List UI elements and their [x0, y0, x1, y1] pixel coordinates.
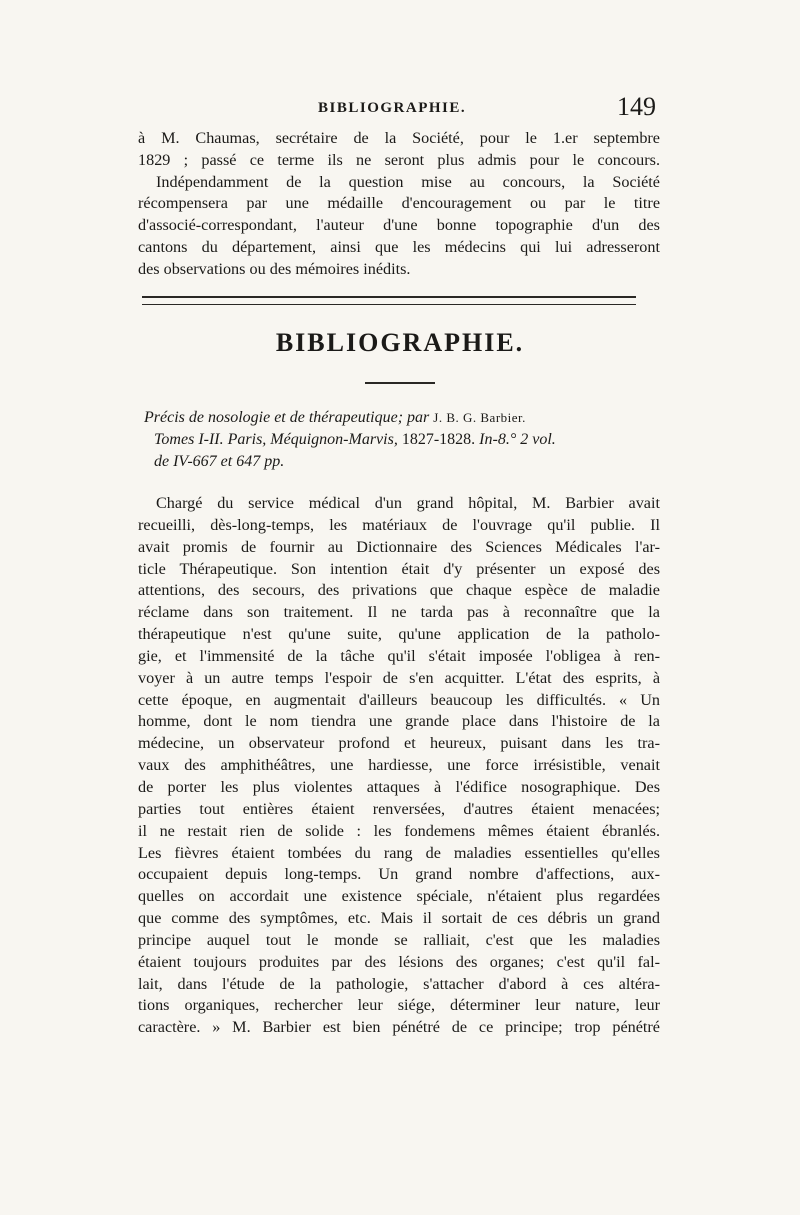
text-line: d'associé-correspondant, l'auteur d'une bonne topographie d'un des	[138, 216, 660, 235]
citation-title: Précis de nosologie et de thérapeutique; par	[144, 409, 430, 426]
text-line: quelles on accordait une existence spéciale, n'étaient plus regardées	[138, 887, 660, 906]
text-line: récompensera par une médaille d'encouragement ou par le titre	[138, 194, 660, 213]
text-line: lait, dans l'étude de la pathologie, s'attacher d'abord à ces altéra-	[138, 974, 660, 993]
text-line: que comme des symptômes, etc. Mais il sortait de ces débris un grand	[138, 909, 660, 928]
text-line: ticle Thérapeutique. Son intention était d'y présenter un exposé des	[138, 559, 660, 578]
bibliographic-citation	[144, 407, 662, 473]
citation-pages: de IV-667 et 647 pp.	[154, 453, 285, 470]
text-line: Chargé du service médical d'un grand hôpital, M. Barbier avait	[156, 494, 660, 512]
text-line: homme, dont le nom tiendra une grande place dans l'histoire de la	[138, 712, 660, 731]
text-line: étaient toujours produites par des lésions des organes; c'est qu'il fal-	[138, 952, 660, 971]
text-line: à M. Chaumas, secrétaire de la Société, pour le 1.er septembre	[138, 129, 660, 147]
text-line: réclame dans son traitement. Il ne tarda pas à reconnaître que la	[138, 603, 660, 622]
citation-format: In-8.° 2 vol.	[479, 431, 556, 448]
text-line: recueilli, dès-long-temps, les matériaux de l'ouvrage qu'il publie. Il	[138, 515, 660, 534]
text-line: attentions, des secours, des privations que chaque espèce de maladie	[138, 581, 660, 600]
running-header	[140, 92, 660, 126]
text-line: avait promis de fournir au Dictionnaire des Sciences Médicales l'ar-	[138, 537, 660, 556]
text-line: voyer à un autre temps l'espoir de s'en acquitter. L'état des esprits, à	[138, 668, 660, 687]
section-title: BIBLIOGRAPHIE.	[275, 328, 525, 357]
text-line: Indépendamment de la question mise au concours, la Société	[156, 172, 660, 191]
text-line: caractère. » M. Barbier est bien pénétré de ce principe; trop pénétré	[138, 1018, 660, 1037]
body-paragraph	[138, 493, 660, 1039]
text-line: principe auquel tout le monde se ralliait, c'est que les maladies	[138, 930, 660, 949]
text-line: des observations ou des mémoires inédits.	[138, 259, 411, 278]
title-underline	[365, 382, 435, 384]
text-line: il ne restait rien de solide : les fondemens mêmes étaient ébranlés.	[138, 821, 660, 840]
citation-line-3	[144, 451, 662, 473]
text-line: 1829 ; passé ce terme ils ne seront plus admis pour le concours.	[138, 150, 660, 169]
section-divider	[142, 296, 636, 305]
text-line: médecine, un observateur profond et heureux, puisant dans les tra-	[138, 734, 660, 753]
text-line: parties tout entières étaient renversées, d'autres étaient menacées;	[138, 799, 660, 818]
text-line: thérapeutique n'est qu'une suite, qu'une application de la patholo-	[138, 625, 660, 644]
citation-years: 1827-1828.	[401, 431, 476, 448]
text-line: cette époque, en augmentait d'ailleurs beaucoup les difficultés. « Un	[138, 690, 660, 709]
text-line: gie, et l'immensité de la tâche qu'il s'était imposée l'obligea à ren-	[138, 646, 660, 665]
citation-author: J. B. G. Barbier.	[433, 410, 526, 425]
text-line: de porter les plus violentes attaques à l'édifice nosographique. Des	[138, 777, 660, 796]
text-line: vaux des amphithéâtres, une hardiesse, une force irrésistible, venait	[138, 756, 660, 775]
text-line: Les fièvres étaient tombées du rang de maladies essentielles qu'elles	[138, 843, 660, 862]
citation-line-1	[144, 407, 662, 429]
page-number: 149	[617, 92, 656, 121]
citation-line-2	[144, 429, 662, 451]
intro-paragraph	[138, 128, 660, 281]
text-line: cantons du département, ainsi que les médecins qui lui adresseront	[138, 237, 660, 256]
text-line: occupaient depuis long-temps. Un grand nombre d'affections, aux-	[138, 865, 660, 884]
running-title: BIBLIOGRAPHIE.	[318, 100, 467, 116]
text-line: tions organiques, rechercher leur siége, déterminer leur nature, leur	[138, 996, 660, 1015]
citation-volumes: Tomes I-II. Paris, Méquignon-Marvis,	[154, 431, 398, 448]
